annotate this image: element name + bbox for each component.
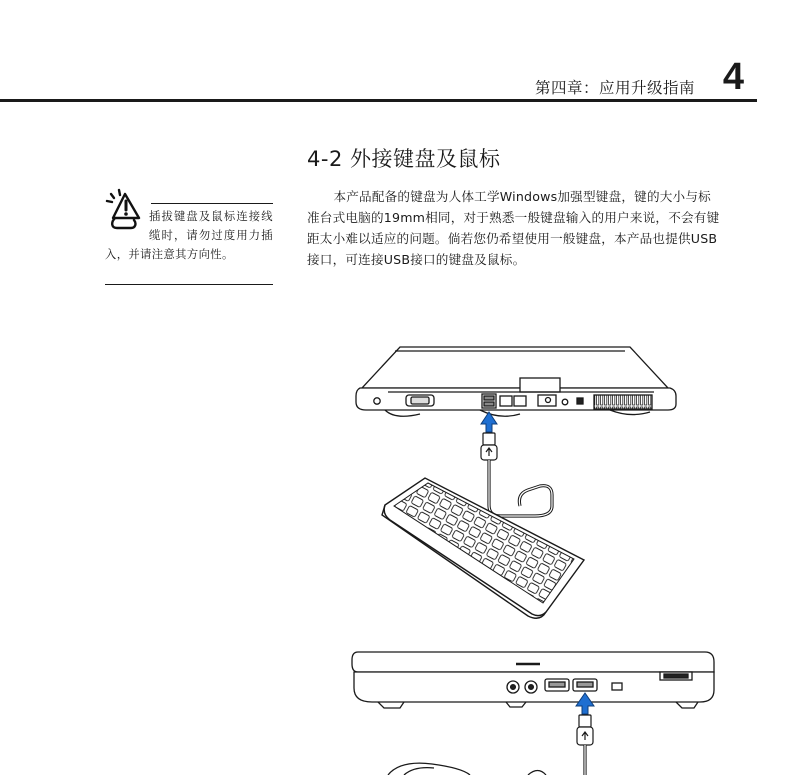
section-title: 4-2 外接键盘及鼠标 [307, 147, 501, 171]
usb-plug-top [481, 433, 497, 460]
keyboard-cable [489, 460, 552, 516]
section-paragraph: 本产品配备的键盘为人体工学Windows加强型键盘，键的大小与标准台式电脑的19mm相同，对于熟悉一般键盘输入的用户来说，不会有键距太小难以适应的问题。倘若您仍希望使用一般键盘，本产品也提供USB接口，可连接USB接口的键盘及鼠标。 [307, 189, 720, 267]
note-rule-bottom [105, 284, 273, 285]
usb-mouse [388, 763, 546, 775]
chapter-number: 4 [722, 56, 744, 98]
note-rule-top [151, 203, 273, 204]
side-note [105, 188, 273, 286]
laptop-side-view [352, 652, 714, 708]
insert-arrow-top [481, 412, 497, 432]
note-text [105, 207, 273, 264]
insert-arrow-bottom [576, 693, 594, 714]
chapter-title: 第四章：应用升级指南 [534, 79, 695, 97]
note-text-content: 插拔键盘及鼠标连接线缆时，请勿过度用力插入，并请注意其方向性。 [105, 210, 273, 261]
usb-keyboard [382, 478, 584, 618]
usb-plug-bottom [577, 715, 593, 745]
header-rule [0, 99, 757, 102]
laptop-rear-view [356, 347, 676, 416]
